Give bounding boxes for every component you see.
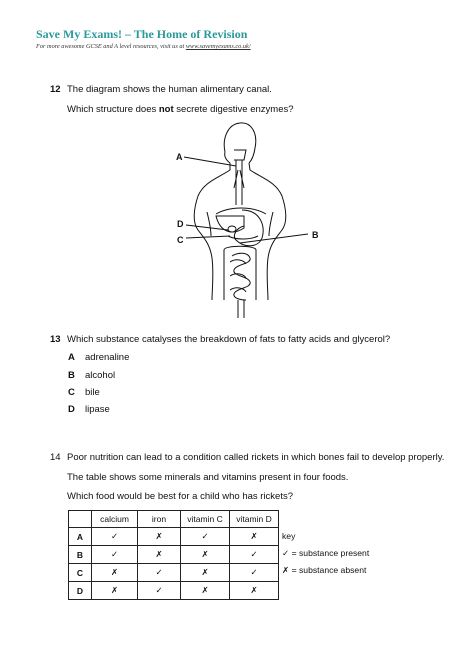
row-food-label: A [69, 528, 92, 546]
body-outline-left [194, 163, 230, 300]
q13-option-d-letter: D [68, 404, 75, 415]
q12-text: The diagram shows the human alimentary canal. [67, 84, 272, 95]
table-row [69, 528, 279, 546]
q13-option-b[interactable]: alcohol [85, 370, 116, 381]
header-vitamin-c: vitamin C [181, 511, 230, 528]
table-cell: ✗ [230, 528, 279, 546]
table-cell: ✗ [230, 582, 279, 600]
label-d: D [177, 219, 184, 229]
site-title: Save My Exams! – The Home of Revision [36, 27, 248, 41]
header-calcium: calcium [92, 511, 138, 528]
row-food-label: D [69, 582, 92, 600]
table-corner [69, 511, 92, 528]
q13-option-c[interactable]: bile [85, 387, 100, 398]
foods-table [68, 510, 279, 600]
q12-prompt-start: Which structure does [67, 104, 159, 115]
site-link[interactable]: www.savemyexams.co.uk/ [185, 43, 251, 50]
key-absent: ✗ = substance absent [282, 565, 367, 575]
table-row [69, 582, 279, 600]
q13-option-c-letter: C [68, 387, 75, 398]
table-cell: ✗ [181, 582, 230, 600]
table-cell: ✓ [138, 582, 181, 600]
q12-prompt-emphasis: not [158, 104, 174, 115]
header-vitamin-d: vitamin D [230, 511, 279, 528]
q14-line2: The table shows some minerals and vitamins present in four foods. [67, 472, 349, 483]
table-cell: ✓ [230, 546, 279, 564]
q14-line3: Which food would be best for a child who has rickets? [67, 491, 294, 502]
head-outline [224, 123, 256, 163]
row-food-label: B [69, 546, 92, 564]
q13-option-a-letter: A [68, 352, 75, 363]
key-title: key [282, 531, 296, 541]
table-row [69, 546, 279, 564]
table-cell: ✗ [181, 546, 230, 564]
q12-prompt-end: secrete digestive enzymes? [173, 104, 294, 115]
table-row [69, 564, 279, 582]
row-food-label: C [69, 564, 92, 582]
table-cell: ✓ [92, 546, 138, 564]
subtitle-text: For more awesome GCSE and A level resources, visit us at [36, 43, 186, 50]
rectum [238, 300, 244, 318]
oesophagus [236, 160, 242, 205]
q13-option-d[interactable]: lipase [85, 404, 110, 415]
table-cell: ✗ [138, 528, 181, 546]
table-cell: ✓ [138, 564, 181, 582]
gall-bladder [228, 226, 236, 232]
table-cell: ✓ [92, 528, 138, 546]
q13-option-b-letter: B [68, 370, 75, 381]
key-present: ✓ = substance present [282, 548, 370, 558]
liver [216, 216, 244, 232]
table-cell: ✗ [92, 582, 138, 600]
q12-number: 12 [50, 84, 61, 95]
table-cell: ✗ [92, 564, 138, 582]
label-a: A [176, 152, 183, 162]
body-outline-right [249, 163, 286, 300]
table-header-row [69, 511, 279, 528]
label-b: B [312, 230, 319, 240]
q14-number: 14 [50, 452, 61, 463]
large-intestine [224, 246, 256, 300]
table-cell: ✗ [138, 546, 181, 564]
header-iron: iron [138, 511, 181, 528]
table-cell: ✓ [181, 528, 230, 546]
table-cell: ✓ [230, 564, 279, 582]
q13-number: 13 [50, 334, 61, 345]
diaphragm [216, 208, 266, 214]
q13-option-a[interactable]: adrenaline [85, 352, 130, 363]
label-c-line [186, 236, 230, 238]
q13-text: Which substance catalyses the breakdown of fats to fatty acids and glycerol? [67, 334, 391, 345]
q14-text: Poor nutrition can lead to a condition called rickets in which bones fail to develop properly. [67, 452, 445, 463]
label-c: C [177, 235, 184, 245]
table-cell: ✗ [181, 564, 230, 582]
pancreas [228, 236, 258, 239]
